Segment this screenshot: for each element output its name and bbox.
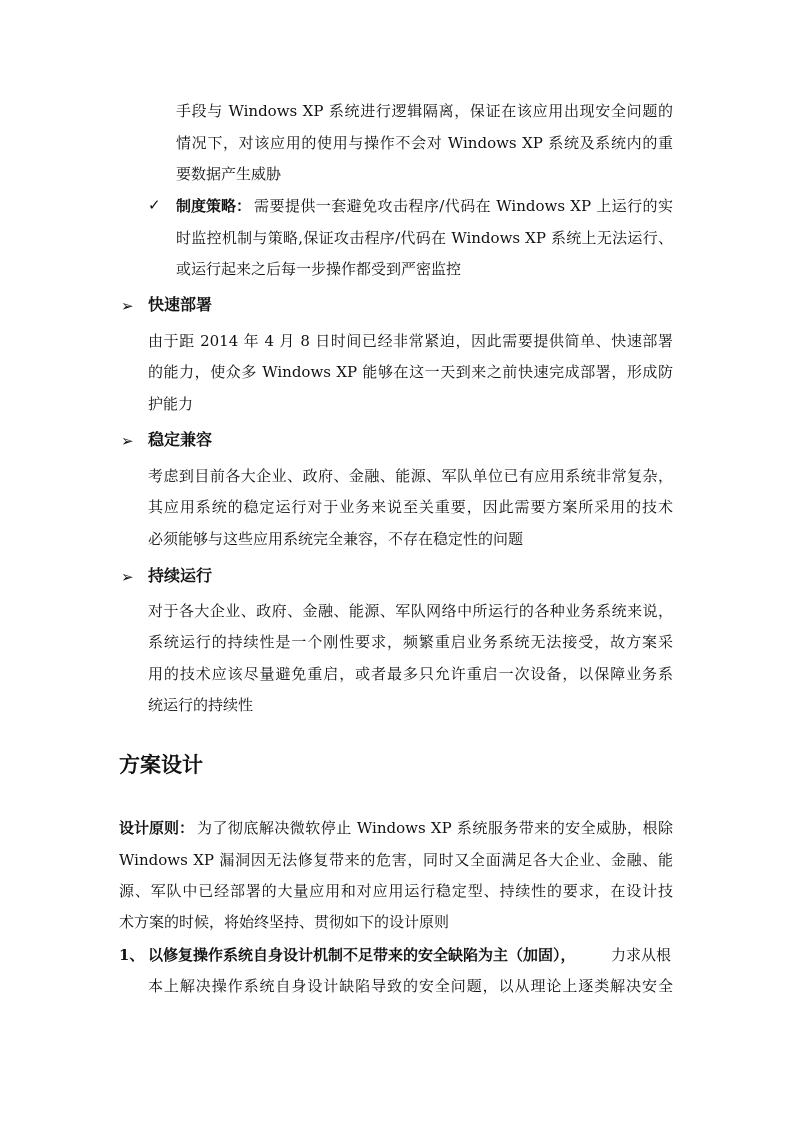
arrow-bullet-icon: ➢ xyxy=(121,297,134,315)
arrow-bullet-icon: ➢ xyxy=(121,432,134,450)
policy-line: 时监控机制与策略,保证攻击程序/代码在 Windows XP 系统上无法运行、 xyxy=(176,229,673,247)
design-line: 术方案的时候，将始终坚持、贯彻如下的设计原则 xyxy=(119,913,450,931)
section-line: 必须能够与这些应用系统完全兼容，不存在稳定性的问题 xyxy=(148,530,524,548)
arrow-bullet-icon: ➢ xyxy=(121,568,134,586)
section-line: 对于各大企业、政府、金融、能源、军队网络中所运行的各种业务系统来说， xyxy=(148,602,673,620)
policy-line: 或运行起来之后每一步操作都受到严密监控 xyxy=(176,260,462,278)
policy-line: 需要提供一套避免攻击程序/代码在 Windows XP 上运行的实 xyxy=(254,197,673,215)
page-heading: 方案设计 xyxy=(119,752,203,777)
section-line: 统运行的持续性 xyxy=(148,696,254,714)
checkmark-icon: ✓ xyxy=(148,196,161,214)
principle-number: 1、 xyxy=(119,946,145,964)
section-line: 的能力，使众多 Windows XP 能够在这一天到来之前快速完成部署，形成防 xyxy=(148,363,673,381)
principle-line: 力求从根 xyxy=(611,946,672,964)
section-title: 持续运行 xyxy=(148,566,213,585)
policy-label: 制度策略： xyxy=(176,197,252,215)
section-title: 快速部署 xyxy=(148,295,213,314)
intro-line: 情况下，对该应用的使用与操作不会对 Windows XP 系统及系统内的重 xyxy=(176,134,673,152)
section-line: 考虑到目前各大企业、政府、金融、能源、军队单位已有应用系统非常复杂， xyxy=(148,467,673,485)
section-line: 用的技术应该尽量避免重启，或者最多只允许重启一次设备，以保障业务系 xyxy=(148,665,673,683)
design-line: Windows XP 漏洞因无法修复带来的危害，同时又全面满足各大企业、金融、能 xyxy=(119,851,673,869)
section-line: 系统运行的持续性是一个刚性要求，频繁重启业务系统无法接受，故方案采 xyxy=(148,633,673,651)
intro-line: 手段与 Windows XP 系统进行逻辑隔离，保证在该应用出现安全问题的 xyxy=(176,102,673,120)
intro-line: 要数据产生威胁 xyxy=(176,165,282,183)
section-line: 由于距 2014 年 4 月 8 日时间已经非常紧迫，因此需要提供简单、快速部署 xyxy=(148,332,673,350)
design-line: 源、军队中已经部署的大量应用和对应用运行稳定型、持续性的要求，在设计技 xyxy=(119,882,673,900)
design-label: 设计原则： xyxy=(119,819,195,837)
section-line: 护能力 xyxy=(148,395,194,413)
principle-bold-text: 以修复操作系统自身设计机制不足带来的安全缺陷为主（加固）， xyxy=(148,946,576,964)
principle-line: 本上解决操作系统自身设计缺陷导致的安全问题，以从理论上逐类解决安全 xyxy=(148,977,673,995)
section-title: 稳定兼容 xyxy=(148,430,213,449)
section-line: 其应用系统的稳定运行对于业务来说至关重要，因此需要方案所采用的技术 xyxy=(148,498,673,516)
design-line: 为了彻底解决微软停止 Windows XP 系统服务带来的安全威胁，根除 xyxy=(197,819,673,837)
